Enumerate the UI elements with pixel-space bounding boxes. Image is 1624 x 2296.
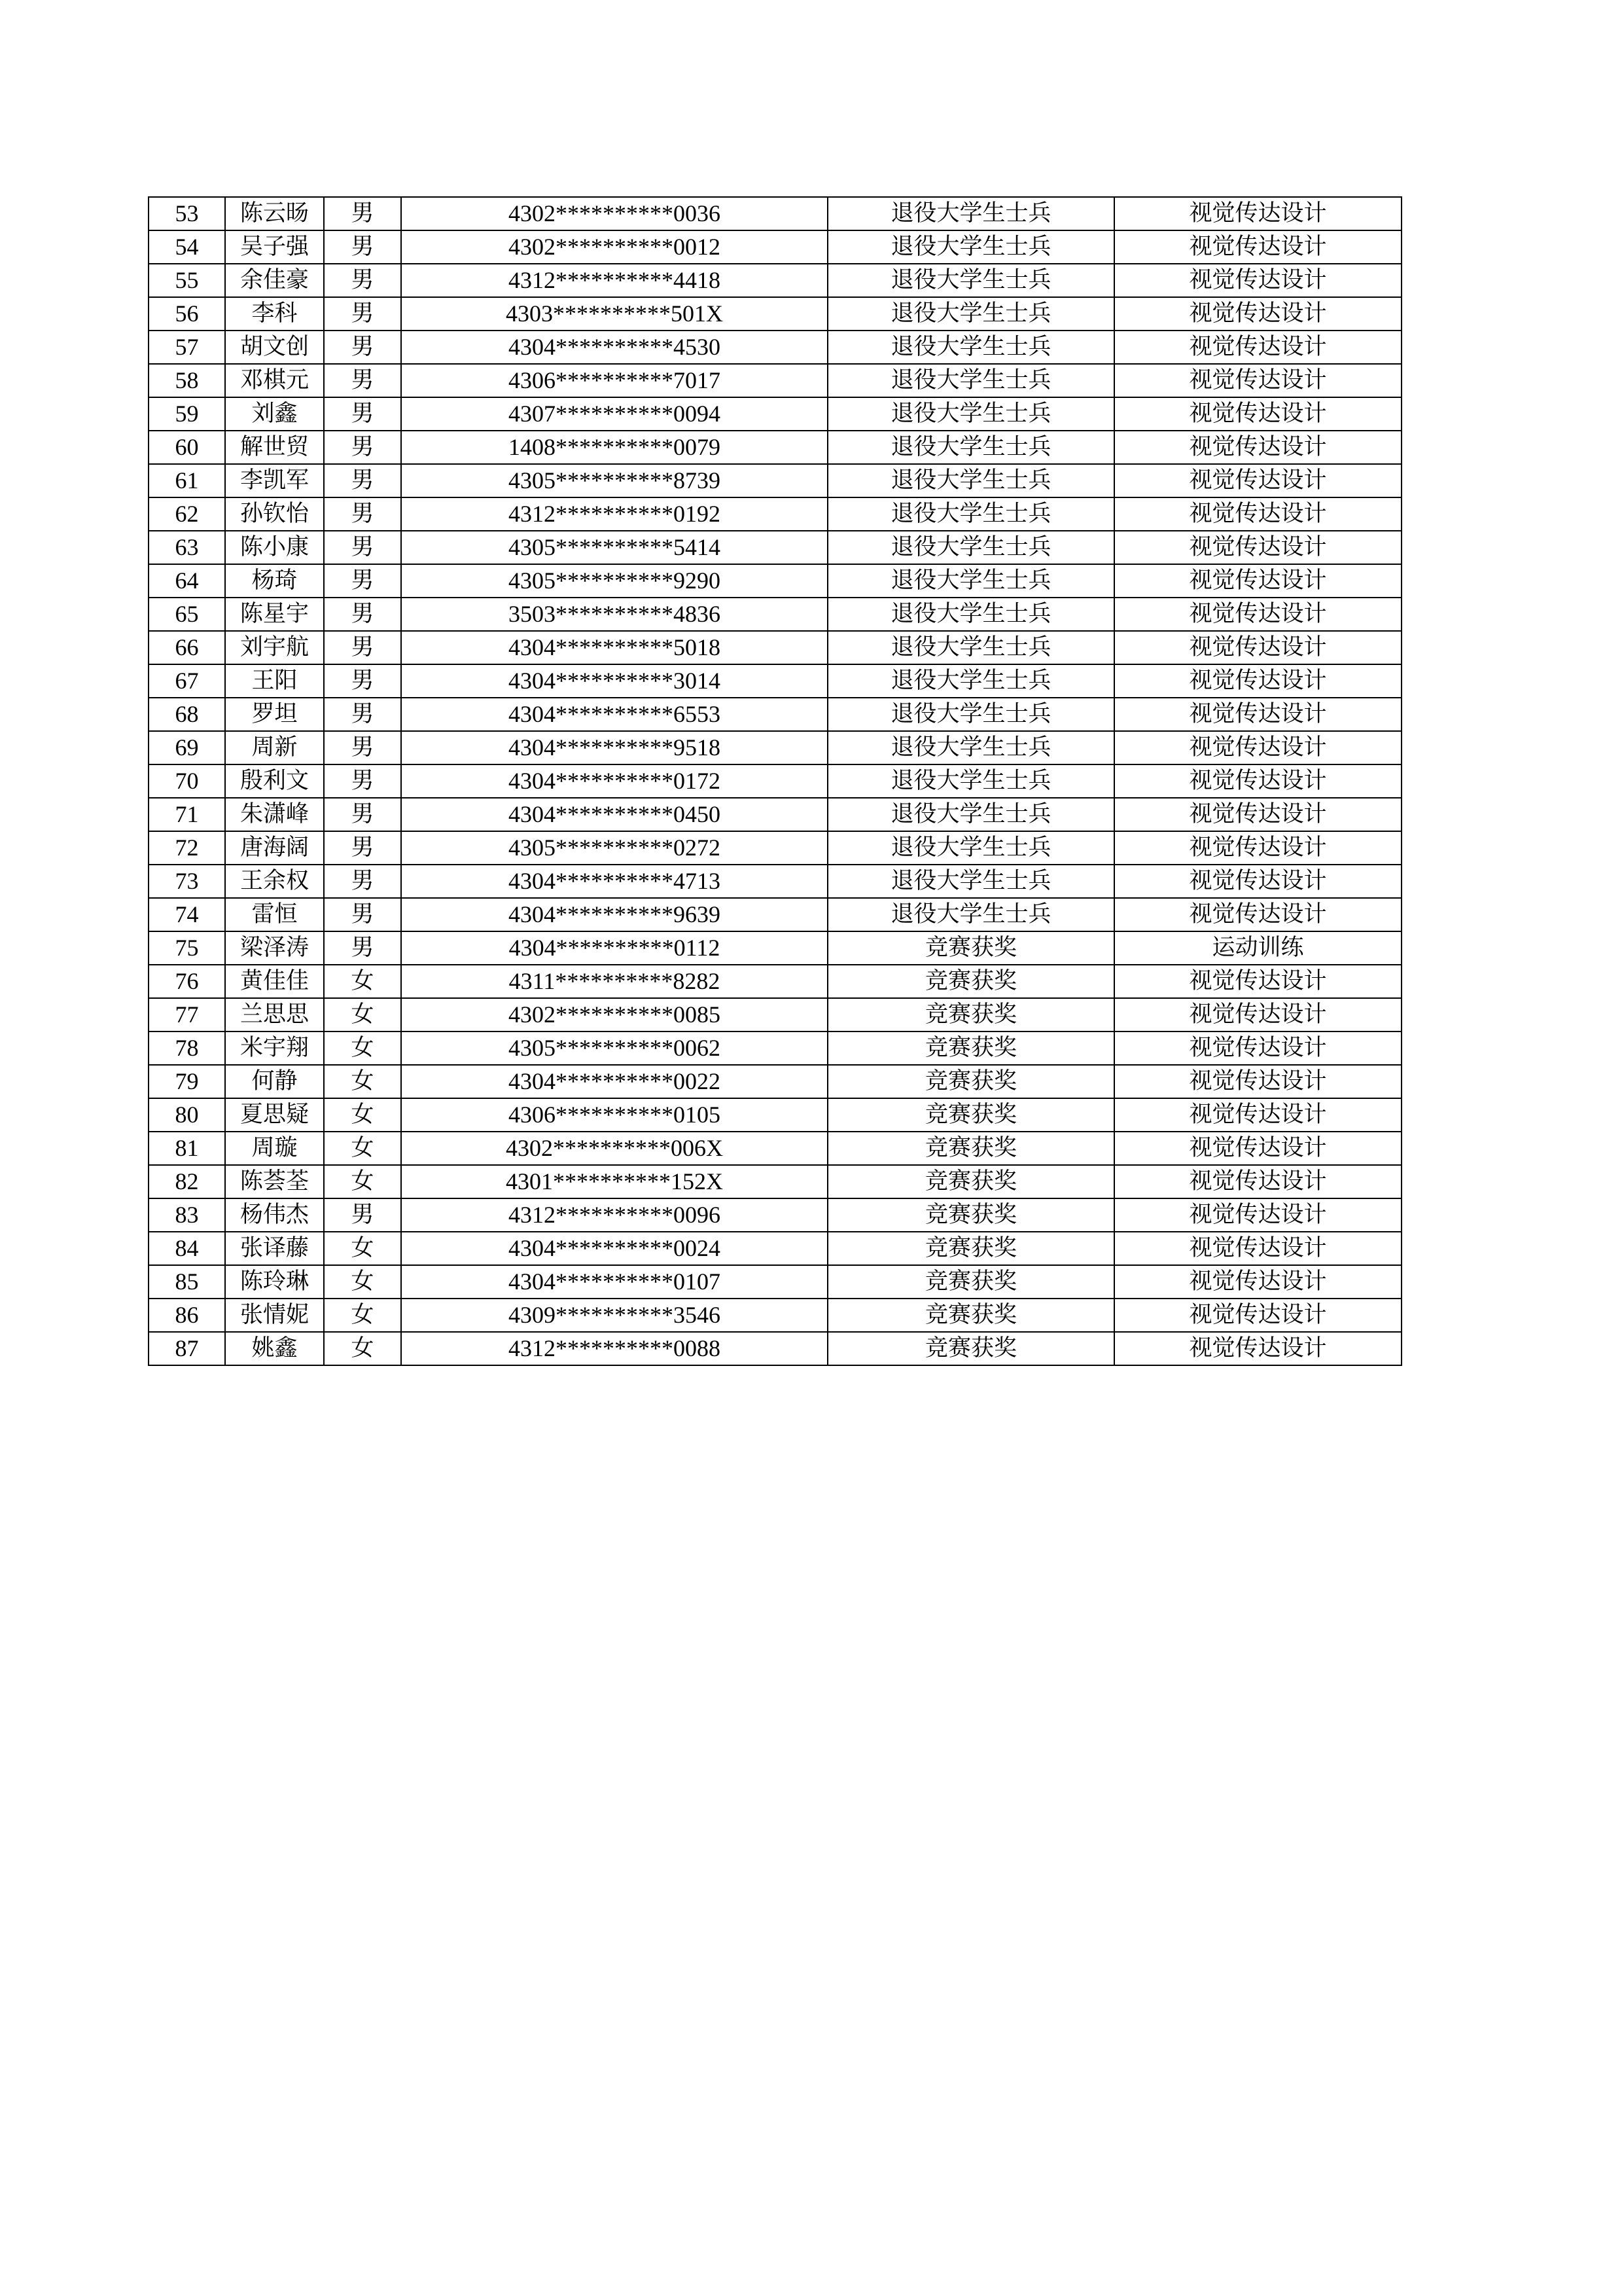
row-number-cell: 81 (149, 1132, 225, 1165)
gender-cell: 男 (324, 464, 401, 497)
major-cell: 视觉传达设计 (1114, 1232, 1402, 1265)
category-cell: 竞赛获奖 (828, 1232, 1114, 1265)
row-number-cell: 56 (149, 297, 225, 331)
category-cell: 退役大学生士兵 (828, 798, 1114, 831)
table-row (149, 1299, 1402, 1332)
id-number-cell: 4304**********6553 (401, 698, 828, 731)
major-cell: 视觉传达设计 (1114, 664, 1402, 698)
name-cell: 罗坦 (225, 698, 324, 731)
gender-cell: 女 (324, 965, 401, 998)
row-number-cell: 62 (149, 497, 225, 531)
gender-cell: 男 (324, 531, 401, 564)
id-number-cell: 4302**********0085 (401, 998, 828, 1031)
table-row (149, 331, 1402, 364)
table-row (149, 865, 1402, 898)
row-number-cell: 71 (149, 798, 225, 831)
major-cell: 视觉传达设计 (1114, 1165, 1402, 1198)
category-cell: 竞赛获奖 (828, 1299, 1114, 1332)
id-number-cell: 4304**********0022 (401, 1065, 828, 1098)
major-cell: 视觉传达设计 (1114, 264, 1402, 297)
name-cell: 吴子强 (225, 230, 324, 264)
id-number-cell: 4305**********0272 (401, 831, 828, 865)
major-cell: 视觉传达设计 (1114, 1265, 1402, 1299)
row-number-cell: 84 (149, 1232, 225, 1265)
row-number-cell: 70 (149, 764, 225, 798)
id-number-cell: 4312**********4418 (401, 264, 828, 297)
gender-cell: 男 (324, 798, 401, 831)
name-cell: 兰思思 (225, 998, 324, 1031)
id-number-cell: 4305**********9290 (401, 564, 828, 598)
table-row (149, 464, 1402, 497)
row-number-cell: 83 (149, 1198, 225, 1232)
category-cell: 退役大学生士兵 (828, 464, 1114, 497)
name-cell: 陈玲琳 (225, 1265, 324, 1299)
major-cell: 视觉传达设计 (1114, 331, 1402, 364)
id-number-cell: 4304**********0450 (401, 798, 828, 831)
major-cell: 视觉传达设计 (1114, 598, 1402, 631)
gender-cell: 女 (324, 998, 401, 1031)
category-cell: 竞赛获奖 (828, 1198, 1114, 1232)
name-cell: 夏思疑 (225, 1098, 324, 1132)
row-number-cell: 73 (149, 865, 225, 898)
id-number-cell: 4304**********0107 (401, 1265, 828, 1299)
table-row (149, 230, 1402, 264)
name-cell: 梁泽涛 (225, 931, 324, 965)
category-cell: 竞赛获奖 (828, 998, 1114, 1031)
category-cell: 竞赛获奖 (828, 1065, 1114, 1098)
category-cell: 退役大学生士兵 (828, 598, 1114, 631)
name-cell: 陈荟荃 (225, 1165, 324, 1198)
major-cell: 视觉传达设计 (1114, 497, 1402, 531)
id-number-cell: 4306**********0105 (401, 1098, 828, 1132)
name-cell: 胡文创 (225, 331, 324, 364)
table-row (149, 497, 1402, 531)
category-cell: 竞赛获奖 (828, 1132, 1114, 1165)
table-row (149, 631, 1402, 664)
row-number-cell: 60 (149, 431, 225, 464)
gender-cell: 男 (324, 564, 401, 598)
name-cell: 余佳豪 (225, 264, 324, 297)
gender-cell: 女 (324, 1065, 401, 1098)
gender-cell: 女 (324, 1299, 401, 1332)
gender-cell: 女 (324, 1031, 401, 1065)
row-number-cell: 53 (149, 197, 225, 230)
category-cell: 退役大学生士兵 (828, 731, 1114, 764)
category-cell: 竞赛获奖 (828, 931, 1114, 965)
name-cell: 陈小康 (225, 531, 324, 564)
table-row (149, 197, 1402, 230)
category-cell: 竞赛获奖 (828, 1098, 1114, 1132)
category-cell: 竞赛获奖 (828, 965, 1114, 998)
id-number-cell: 4302**********0012 (401, 230, 828, 264)
table-row (149, 598, 1402, 631)
table-row (149, 264, 1402, 297)
major-cell: 视觉传达设计 (1114, 464, 1402, 497)
category-cell: 退役大学生士兵 (828, 865, 1114, 898)
table-row (149, 431, 1402, 464)
table-row (149, 397, 1402, 431)
name-cell: 黄佳佳 (225, 965, 324, 998)
category-cell: 退役大学生士兵 (828, 531, 1114, 564)
major-cell: 视觉传达设计 (1114, 631, 1402, 664)
table-row (149, 798, 1402, 831)
id-number-cell: 4304**********0112 (401, 931, 828, 965)
category-cell: 退役大学生士兵 (828, 664, 1114, 698)
name-cell: 张译藤 (225, 1232, 324, 1265)
category-cell: 退役大学生士兵 (828, 331, 1114, 364)
table-row (149, 998, 1402, 1031)
gender-cell: 男 (324, 865, 401, 898)
id-number-cell: 4312**********0192 (401, 497, 828, 531)
student-list-table (148, 196, 1402, 1366)
major-cell: 视觉传达设计 (1114, 698, 1402, 731)
major-cell: 视觉传达设计 (1114, 431, 1402, 464)
table-row (149, 965, 1402, 998)
major-cell: 视觉传达设计 (1114, 297, 1402, 331)
row-number-cell: 80 (149, 1098, 225, 1132)
row-number-cell: 87 (149, 1332, 225, 1365)
row-number-cell: 58 (149, 364, 225, 397)
gender-cell: 男 (324, 698, 401, 731)
table-row (149, 1332, 1402, 1365)
row-number-cell: 64 (149, 564, 225, 598)
major-cell: 视觉传达设计 (1114, 564, 1402, 598)
name-cell: 杨琦 (225, 564, 324, 598)
gender-cell: 女 (324, 1098, 401, 1132)
row-number-cell: 68 (149, 698, 225, 731)
table-row (149, 931, 1402, 965)
name-cell: 唐海阔 (225, 831, 324, 865)
gender-cell: 男 (324, 898, 401, 931)
gender-cell: 女 (324, 1132, 401, 1165)
table-row (149, 698, 1402, 731)
category-cell: 退役大学生士兵 (828, 230, 1114, 264)
id-number-cell: 4306**********7017 (401, 364, 828, 397)
id-number-cell: 4302**********006X (401, 1132, 828, 1165)
id-number-cell: 4301**********152X (401, 1165, 828, 1198)
gender-cell: 女 (324, 1332, 401, 1365)
gender-cell: 男 (324, 831, 401, 865)
table-row (149, 1198, 1402, 1232)
category-cell: 退役大学生士兵 (828, 297, 1114, 331)
gender-cell: 男 (324, 264, 401, 297)
category-cell: 退役大学生士兵 (828, 698, 1114, 731)
row-number-cell: 65 (149, 598, 225, 631)
category-cell: 退役大学生士兵 (828, 431, 1114, 464)
id-number-cell: 3503**********4836 (401, 598, 828, 631)
category-cell: 退役大学生士兵 (828, 764, 1114, 798)
id-number-cell: 4304**********0024 (401, 1232, 828, 1265)
row-number-cell: 86 (149, 1299, 225, 1332)
category-cell: 退役大学生士兵 (828, 197, 1114, 230)
major-cell: 视觉传达设计 (1114, 731, 1402, 764)
row-number-cell: 85 (149, 1265, 225, 1299)
major-cell: 运动训练 (1114, 931, 1402, 965)
major-cell: 视觉传达设计 (1114, 1132, 1402, 1165)
category-cell: 退役大学生士兵 (828, 264, 1114, 297)
table-row (149, 1031, 1402, 1065)
table-row (149, 1098, 1402, 1132)
id-number-cell: 4304**********4530 (401, 331, 828, 364)
gender-cell: 男 (324, 230, 401, 264)
name-cell: 雷恒 (225, 898, 324, 931)
major-cell: 视觉传达设计 (1114, 1299, 1402, 1332)
table-row (149, 1232, 1402, 1265)
table-row (149, 564, 1402, 598)
id-number-cell: 4312**********0088 (401, 1332, 828, 1365)
name-cell: 米宇翔 (225, 1031, 324, 1065)
name-cell: 王余权 (225, 865, 324, 898)
id-number-cell: 4304**********3014 (401, 664, 828, 698)
table-row (149, 1132, 1402, 1165)
id-number-cell: 4304**********9639 (401, 898, 828, 931)
category-cell: 退役大学生士兵 (828, 831, 1114, 865)
table-row (149, 1265, 1402, 1299)
major-cell: 视觉传达设计 (1114, 1065, 1402, 1098)
category-cell: 退役大学生士兵 (828, 898, 1114, 931)
id-number-cell: 4305**********8739 (401, 464, 828, 497)
row-number-cell: 79 (149, 1065, 225, 1098)
name-cell: 王阳 (225, 664, 324, 698)
id-number-cell: 4304**********4713 (401, 865, 828, 898)
gender-cell: 女 (324, 1265, 401, 1299)
name-cell: 解世贸 (225, 431, 324, 464)
table-row (149, 731, 1402, 764)
id-number-cell: 4312**********0096 (401, 1198, 828, 1232)
row-number-cell: 54 (149, 230, 225, 264)
id-number-cell: 4307**********0094 (401, 397, 828, 431)
row-number-cell: 61 (149, 464, 225, 497)
row-number-cell: 76 (149, 965, 225, 998)
gender-cell: 男 (324, 397, 401, 431)
gender-cell: 男 (324, 731, 401, 764)
row-number-cell: 82 (149, 1165, 225, 1198)
gender-cell: 男 (324, 764, 401, 798)
major-cell: 视觉传达设计 (1114, 1098, 1402, 1132)
table-row (149, 664, 1402, 698)
major-cell: 视觉传达设计 (1114, 898, 1402, 931)
table-row (149, 531, 1402, 564)
id-number-cell: 4303**********501X (401, 297, 828, 331)
gender-cell: 男 (324, 598, 401, 631)
major-cell: 视觉传达设计 (1114, 998, 1402, 1031)
row-number-cell: 69 (149, 731, 225, 764)
row-number-cell: 77 (149, 998, 225, 1031)
major-cell: 视觉传达设计 (1114, 230, 1402, 264)
category-cell: 退役大学生士兵 (828, 497, 1114, 531)
table-body (149, 197, 1402, 1365)
category-cell: 竞赛获奖 (828, 1332, 1114, 1365)
category-cell: 竞赛获奖 (828, 1031, 1114, 1065)
gender-cell: 女 (324, 1165, 401, 1198)
major-cell: 视觉传达设计 (1114, 1031, 1402, 1065)
id-number-cell: 4304**********0172 (401, 764, 828, 798)
row-number-cell: 66 (149, 631, 225, 664)
name-cell: 李科 (225, 297, 324, 331)
gender-cell: 男 (324, 297, 401, 331)
name-cell: 邓棋元 (225, 364, 324, 397)
name-cell: 周璇 (225, 1132, 324, 1165)
gender-cell: 男 (324, 931, 401, 965)
row-number-cell: 75 (149, 931, 225, 965)
major-cell: 视觉传达设计 (1114, 965, 1402, 998)
id-number-cell: 4305**********0062 (401, 1031, 828, 1065)
name-cell: 朱潇峰 (225, 798, 324, 831)
name-cell: 姚鑫 (225, 1332, 324, 1365)
major-cell: 视觉传达设计 (1114, 831, 1402, 865)
name-cell: 何静 (225, 1065, 324, 1098)
name-cell: 杨伟杰 (225, 1198, 324, 1232)
table-row (149, 764, 1402, 798)
major-cell: 视觉传达设计 (1114, 798, 1402, 831)
table-row (149, 1165, 1402, 1198)
row-number-cell: 78 (149, 1031, 225, 1065)
gender-cell: 男 (324, 631, 401, 664)
gender-cell: 男 (324, 364, 401, 397)
major-cell: 视觉传达设计 (1114, 397, 1402, 431)
id-number-cell: 4311**********8282 (401, 965, 828, 998)
id-number-cell: 4304**********5018 (401, 631, 828, 664)
row-number-cell: 59 (149, 397, 225, 431)
gender-cell: 男 (324, 497, 401, 531)
category-cell: 退役大学生士兵 (828, 397, 1114, 431)
row-number-cell: 72 (149, 831, 225, 865)
major-cell: 视觉传达设计 (1114, 364, 1402, 397)
name-cell: 殷利文 (225, 764, 324, 798)
category-cell: 竞赛获奖 (828, 1165, 1114, 1198)
table-row (149, 831, 1402, 865)
gender-cell: 男 (324, 197, 401, 230)
major-cell: 视觉传达设计 (1114, 865, 1402, 898)
major-cell: 视觉传达设计 (1114, 1332, 1402, 1365)
table-row (149, 297, 1402, 331)
table-row (149, 898, 1402, 931)
major-cell: 视觉传达设计 (1114, 1198, 1402, 1232)
id-number-cell: 4309**********3546 (401, 1299, 828, 1332)
major-cell: 视觉传达设计 (1114, 531, 1402, 564)
gender-cell: 男 (324, 331, 401, 364)
id-number-cell: 4305**********5414 (401, 531, 828, 564)
name-cell: 刘鑫 (225, 397, 324, 431)
row-number-cell: 67 (149, 664, 225, 698)
name-cell: 李凯军 (225, 464, 324, 497)
name-cell: 陈星宇 (225, 598, 324, 631)
major-cell: 视觉传达设计 (1114, 197, 1402, 230)
major-cell: 视觉传达设计 (1114, 764, 1402, 798)
id-number-cell: 1408**********0079 (401, 431, 828, 464)
name-cell: 刘宇航 (225, 631, 324, 664)
category-cell: 退役大学生士兵 (828, 564, 1114, 598)
name-cell: 张情妮 (225, 1299, 324, 1332)
id-number-cell: 4304**********9518 (401, 731, 828, 764)
category-cell: 退役大学生士兵 (828, 364, 1114, 397)
gender-cell: 男 (324, 664, 401, 698)
row-number-cell: 55 (149, 264, 225, 297)
category-cell: 退役大学生士兵 (828, 631, 1114, 664)
id-number-cell: 4302**********0036 (401, 197, 828, 230)
name-cell: 周新 (225, 731, 324, 764)
gender-cell: 男 (324, 431, 401, 464)
name-cell: 孙钦怡 (225, 497, 324, 531)
row-number-cell: 74 (149, 898, 225, 931)
row-number-cell: 57 (149, 331, 225, 364)
row-number-cell: 63 (149, 531, 225, 564)
table-row (149, 1065, 1402, 1098)
category-cell: 竞赛获奖 (828, 1265, 1114, 1299)
name-cell: 陈云旸 (225, 197, 324, 230)
gender-cell: 女 (324, 1232, 401, 1265)
gender-cell: 男 (324, 1198, 401, 1232)
table-row (149, 364, 1402, 397)
